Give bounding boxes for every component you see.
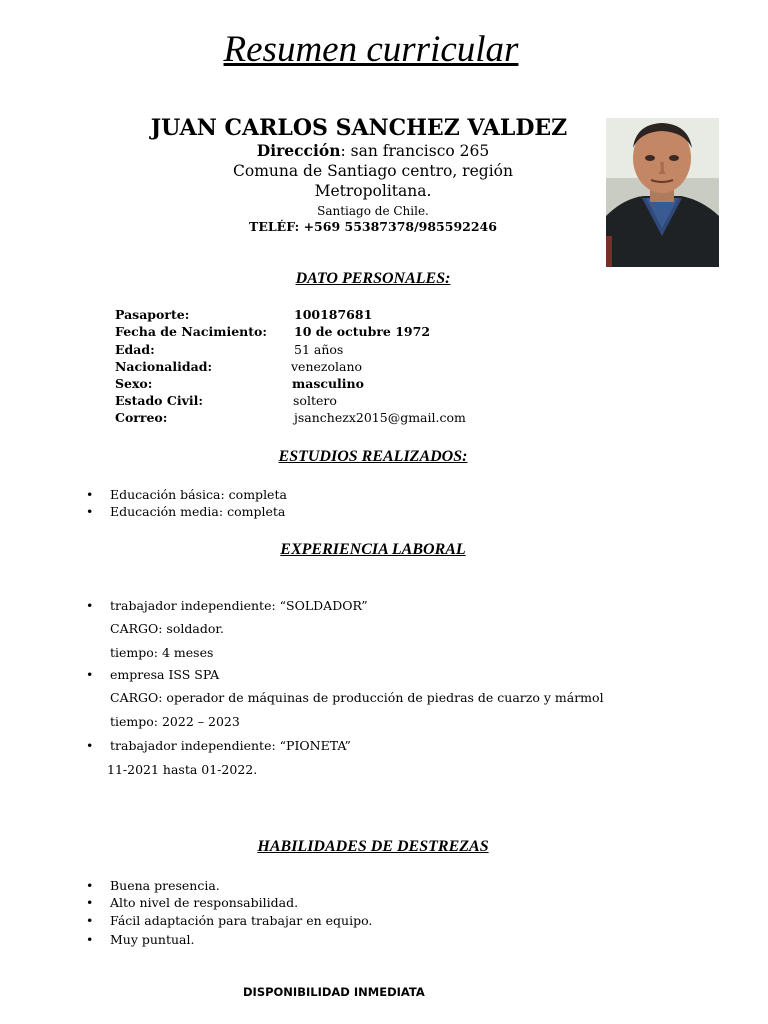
document-title: Resumen curricular <box>223 29 519 70</box>
studies-heading: ESTUDIOS REALIZADOS: <box>278 448 468 465</box>
availability-note: DISPONIBILIDAD INMEDIATA <box>243 985 425 999</box>
list-item: • empresa ISS SPA <box>86 667 220 682</box>
bullet-icon: • <box>86 598 94 613</box>
job-cargo: CARGO: soldador. <box>110 621 224 636</box>
passport-value: 100187681 <box>294 307 373 322</box>
list-item: • Buena presencia. <box>86 878 220 893</box>
bullet-icon: • <box>86 667 94 682</box>
list-item: • Fácil adaptación para trabajar en equipo. <box>86 913 373 928</box>
address-line-2: Comuna de Santiago centro, región <box>233 162 513 180</box>
bullet-icon: • <box>86 878 94 893</box>
experience-heading: EXPERIENCIA LABORAL <box>280 541 466 558</box>
address-line-3: Metropolitana. <box>314 182 432 200</box>
email-label: Correo: <box>115 410 168 425</box>
skills-heading: HABILIDADES DE DESTREZAS <box>257 838 489 855</box>
bullet-icon: • <box>86 932 94 947</box>
age-value: 51 años <box>294 342 344 357</box>
list-item: • Alto nivel de responsabilidad. <box>86 895 299 910</box>
list-item: • Educación básica: completa <box>86 487 287 502</box>
nationality-label: Nacionalidad: <box>115 359 213 374</box>
candidate-name: JUAN CARLOS SANCHEZ VALDEZ <box>150 115 568 141</box>
bullet-icon: • <box>86 738 94 753</box>
birthdate-label: Fecha de Nacimiento: <box>115 324 267 339</box>
bullet-icon: • <box>86 504 94 519</box>
job-cargo: CARGO: operador de máquinas de producción de piedras de cuarzo y mármol <box>110 690 604 705</box>
job-time: tiempo: 4 meses <box>110 645 214 660</box>
sex-value: masculino <box>292 376 364 391</box>
address-value: : san francisco 265 <box>340 142 490 160</box>
sex-label: Sexo: <box>115 376 153 391</box>
bullet-icon: • <box>86 895 94 910</box>
phone-number: TELÉF: +569 55387378/985592246 <box>249 219 497 234</box>
list-item: • Educación media: completa <box>86 504 286 519</box>
civil-status-value: soltero <box>293 393 337 408</box>
civil-status-label: Estado Civil: <box>115 393 203 408</box>
passport-label: Pasaporte: <box>115 307 190 322</box>
job-time: 11-2021 hasta 01-2022. <box>107 762 258 777</box>
address-line-4: Santiago de Chile. <box>317 204 429 218</box>
list-item: • trabajador independiente: “SOLDADOR” <box>86 598 368 613</box>
address-label: Dirección <box>256 141 341 160</box>
profile-photo <box>606 118 719 267</box>
birthdate-value: 10 de octubre 1972 <box>294 324 431 339</box>
age-label: Edad: <box>115 342 155 357</box>
job-time: tiempo: 2022 – 2023 <box>110 714 240 729</box>
list-item: • trabajador independiente: “PIONETA” <box>86 738 351 753</box>
nationality-value: venezolano <box>291 359 363 374</box>
bullet-icon: • <box>86 487 94 502</box>
bullet-icon: • <box>86 913 94 928</box>
email-value: jsanchezx2015@gmail.com <box>294 410 466 425</box>
list-item: • Muy puntual. <box>86 932 195 947</box>
personal-data-heading: DATO PERSONALES: <box>295 270 451 287</box>
